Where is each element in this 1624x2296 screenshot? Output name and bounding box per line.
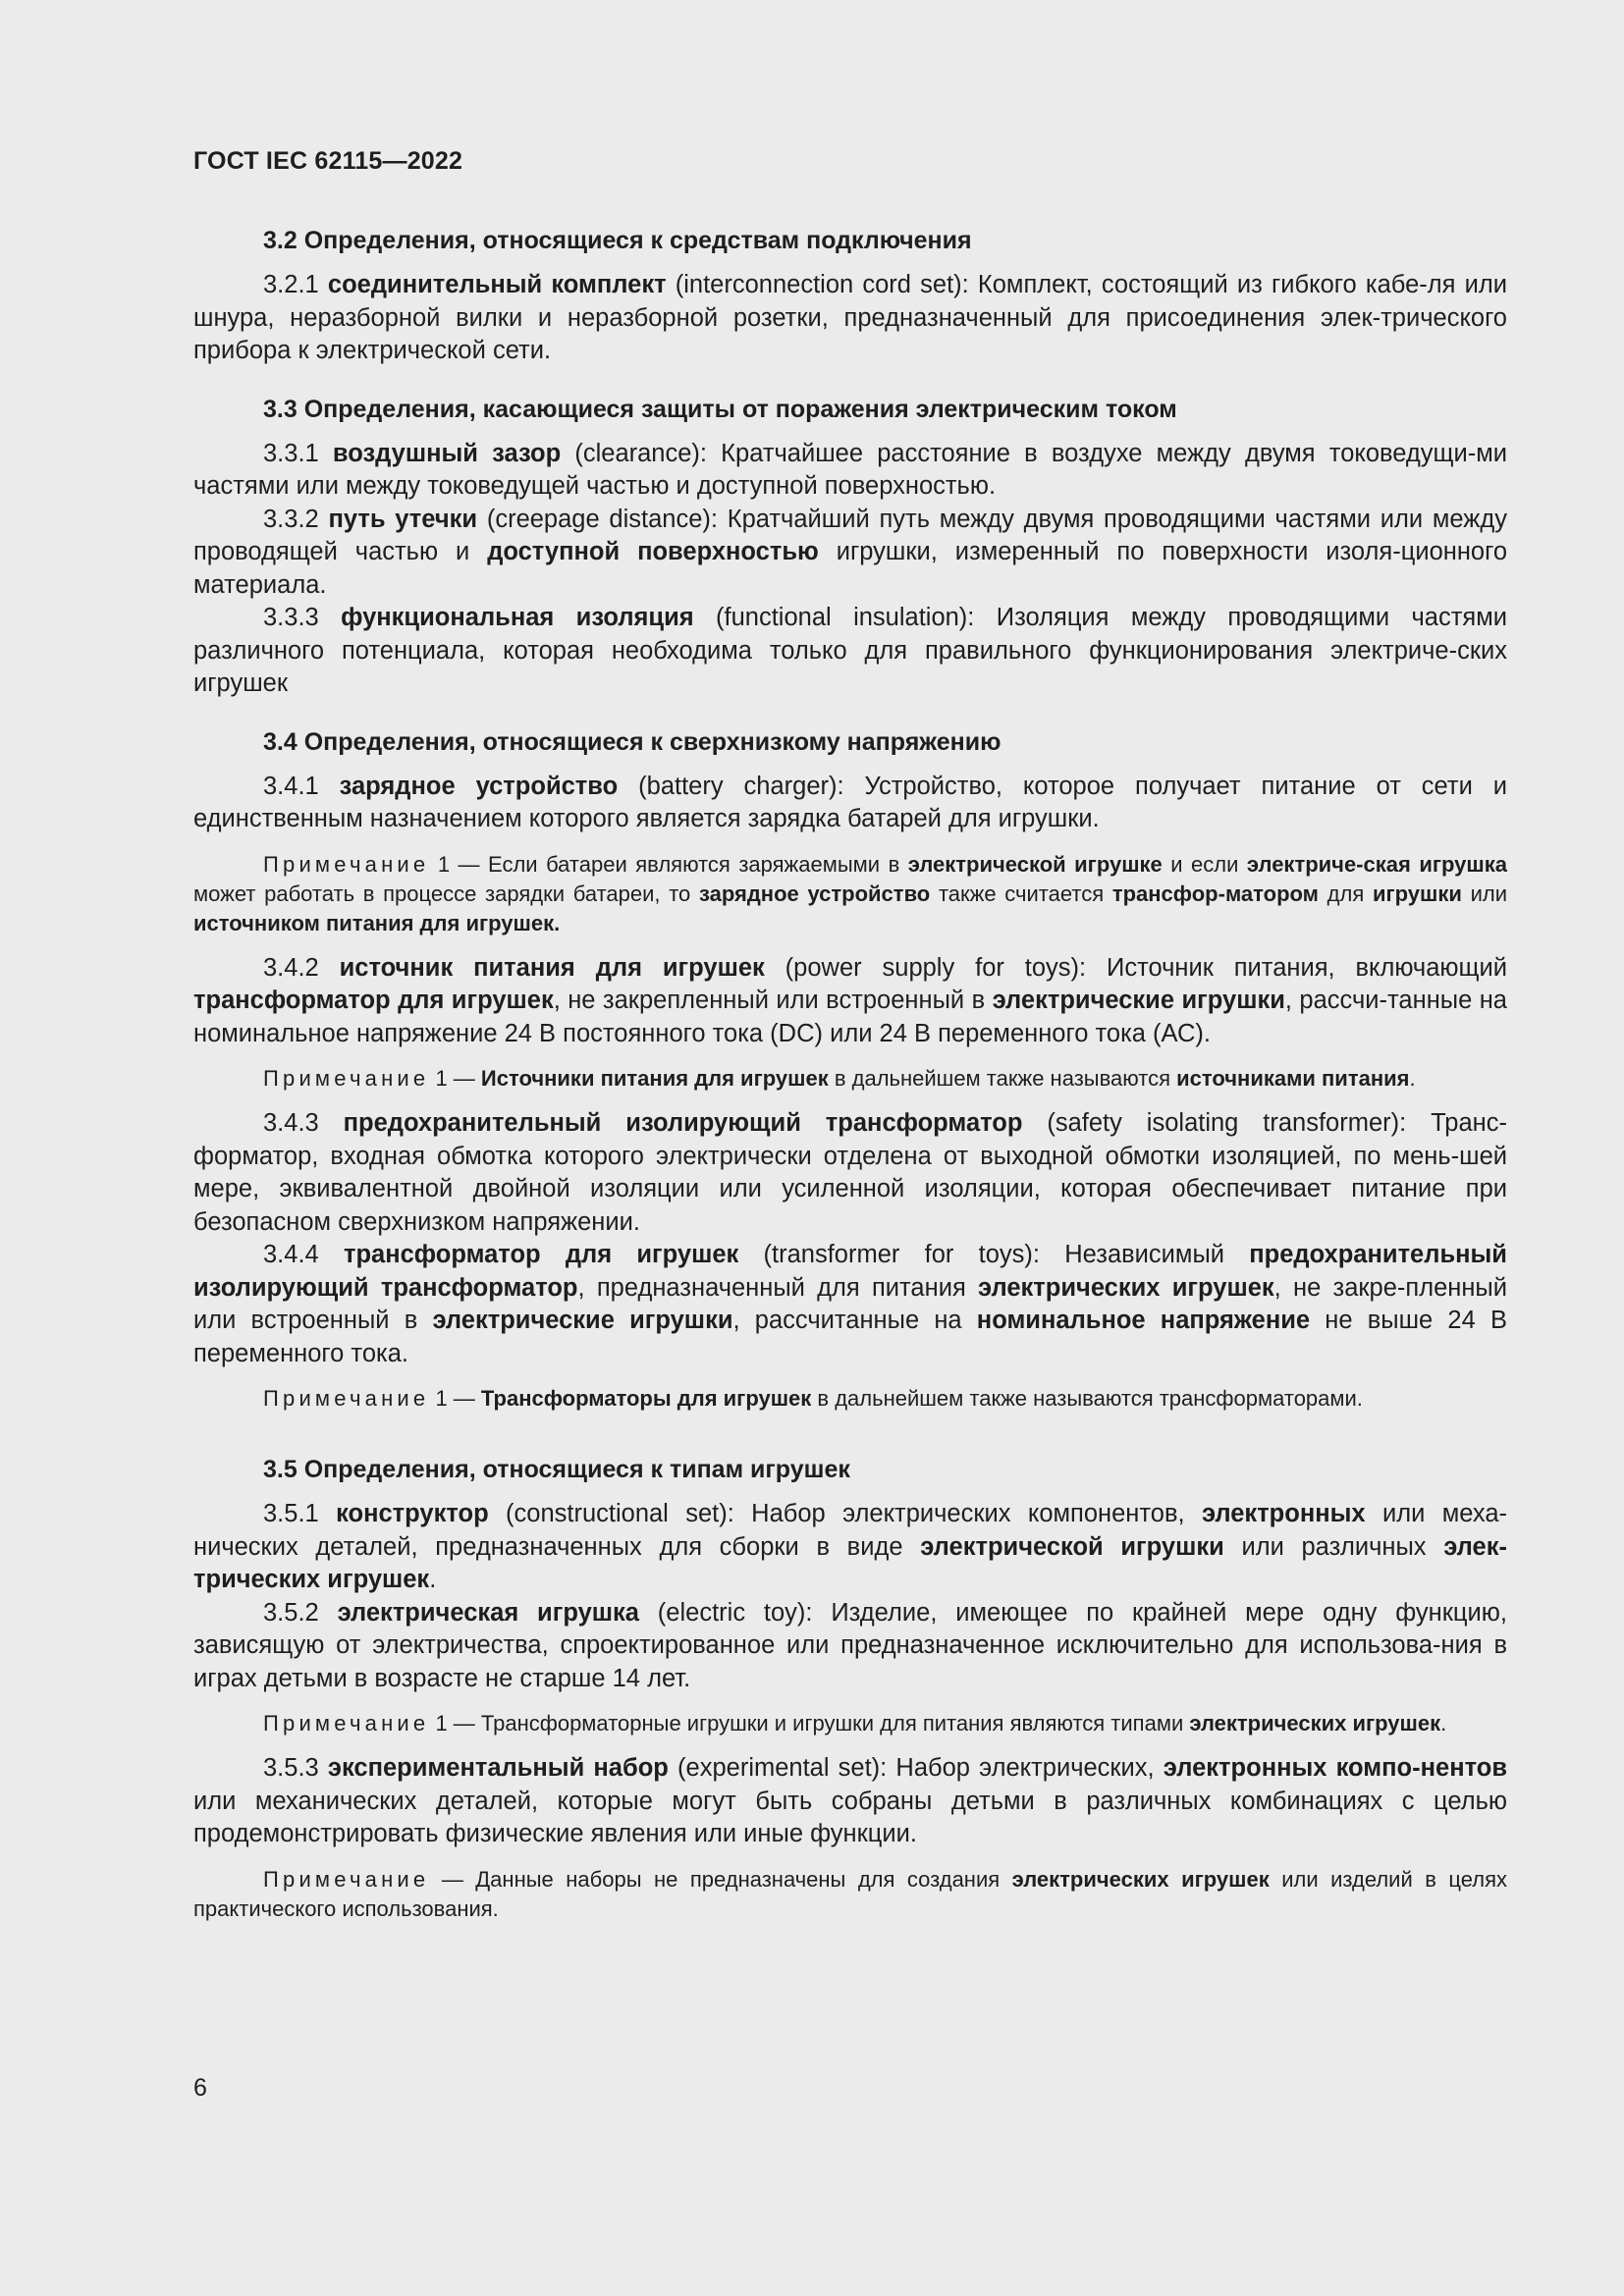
definition-number: 3.3.3 [263,604,342,631]
defined-term: предохранительный изолирующий трансформатор [343,1109,1023,1137]
definition-text: , не закрепленный или встроенный в [553,987,993,1014]
definition-text: , рассчи-танные на номинальное напряжение 24 В постоянного тока (DC) или 24 В переменного тока (АС). [193,987,1507,1047]
definition-text: (safety isolating transformer): Транс-форматор, входная обмотка которого электрически отделена от выходной обмотки изоляцией, по мень-шей мере, эквивалентной двойной изоляции или усиленной изоляции, которая обеспечивает питание при безопасном сверхнизком напряжении. [193,1109,1507,1236]
referenced-term: доступной поверхностью [487,538,819,565]
page-content [193,224,1507,1938]
definition-3-3-2 [193,504,1507,603]
definition-3-5-2 [193,1597,1507,1696]
defined-term: электрическая игрушка [337,1598,639,1627]
definition-3-5-1 [193,1498,1507,1597]
definition-text: (experimental set): Набор электрических, [668,1754,1164,1782]
defined-term: конструктор [336,1500,489,1527]
referenced-term: электронных компо-нентов [1163,1754,1507,1782]
note-text: . [1440,1711,1447,1735]
referenced-term: предохранительный изолирующий трансформатор [193,1241,1507,1302]
defined-term: зарядное устройство [339,772,619,800]
referenced-term: Источники питания для игрушек [480,1066,829,1091]
note-text: в дальнейшем также называются трансформаторами. [811,1386,1363,1411]
defined-term: функциональная изоляция [341,604,694,631]
definition-3-5-3 [193,1752,1507,1851]
definition-text: , не закре-пленный или встроенный в [193,1273,1507,1334]
referenced-term: электронных [1201,1500,1366,1527]
defined-term: путь утечки [328,505,478,533]
defined-term: воздушный зазор [332,439,562,467]
definition-text: (constructional set): Набор электрических компонентов, [488,1500,1202,1527]
note-text: для [1318,881,1373,906]
definition-text: не выше 24 В переменного тока. [193,1307,1507,1367]
note-text: или [1461,881,1508,906]
referenced-term: электрические игрушки [432,1307,733,1334]
note-3-4-4 [193,1384,1507,1414]
referenced-term: источником питания для игрушек. [193,910,561,935]
definition-text: игрушки, измеренный по поверхности изоля-ционного материала. [193,538,1508,599]
referenced-term: электрических игрушек [978,1273,1274,1302]
referenced-term: элек-трических игрушек [193,1532,1507,1593]
note-3-4-1 [193,850,1507,938]
referenced-term: электрических игрушек [1189,1711,1441,1735]
note-text: — Данные наборы не предназначены для создания [429,1866,1012,1892]
referenced-term: электрических игрушек [1011,1866,1270,1892]
definition-text: или меха-нических деталей, предназначенных для сборки в виде [193,1500,1507,1561]
definition-number: 3.4.2 [263,953,340,982]
referenced-term: электрической игрушки [920,1532,1224,1561]
definition-text: (creepage distance): Кратчайший путь между двумя проводящими частями или между проводящей частью и [193,505,1507,565]
note-text: 1 — Трансформаторные игрушки и игрушки для питания являются типами [429,1711,1190,1735]
definition-3-4-4 [193,1239,1507,1370]
defined-term: источник питания для игрушек [339,953,765,982]
definition-number: 3.2.1 [263,271,328,298]
note-3-5-2 [193,1709,1507,1738]
definition-3-3-3 [193,602,1507,701]
note-label: Примечание [263,1066,430,1091]
definition-text: . [429,1566,437,1593]
note-label: Примечание [263,1866,430,1892]
definition-number: 3.3.1 [263,439,333,467]
note-3-4-2 [193,1064,1507,1094]
referenced-term: электрические игрушки [992,987,1285,1014]
definition-number: 3.3.2 [263,505,329,533]
definition-text: (electric toy): Изделие, имеющее по крайней мере одну функцию, зависящую от электричества, спроектированное или предназначенное исключительно для использова-ния в играх детьми в возрасте не старше 14 лет. [193,1598,1507,1692]
definition-number: 3.5.2 [263,1598,338,1627]
note-label: Примечание [263,1711,430,1735]
definition-text: (functional insulation): Изоляция между проводящими частями различного потенциала, которая необходима только для правильного функционирования электриче-ских игрушек [193,604,1507,697]
section-title-3-2: 3.2 Определения, относящиеся к средствам подключения [263,227,972,254]
definition-text: (power supply for toys): Источник питания, включающий [764,953,1507,982]
referenced-term: трансфор-матором [1111,881,1319,906]
definition-number: 3.4.1 [263,772,340,800]
note-text: . [1409,1066,1416,1091]
document-header: ГОСТ IEC 62115—2022 [193,147,463,175]
referenced-term: электрической игрушке [907,851,1163,877]
defined-term: соединительный комплект [327,271,667,298]
section-title-3-5: 3.5 Определения, относящиеся к типам игрушек [263,1456,850,1483]
note-text: и если [1162,851,1247,877]
note-text: в дальнейшем также называются [828,1066,1177,1091]
defined-term: экспериментальный набор [327,1754,669,1782]
definition-3-3-1 [193,438,1507,504]
note-3-5-3 [193,1865,1507,1924]
referenced-term: источниками питания [1176,1066,1410,1091]
definition-text: (clearance): Кратчайшее расстояние в воздухе между двумя токоведущи-ми частями или между токоведущей частью и доступной поверхностью. [193,439,1508,500]
definition-number: 3.4.4 [263,1241,344,1268]
definition-number: 3.5.1 [263,1500,337,1527]
definition-3-2-1 [193,269,1507,368]
definition-text: (interconnection cord set): Комплект, состоящий из гибкого кабе-ля или шнура, неразборной вилки и неразборной розетки, предназначенный для присоединения элек-трического прибора к электрической сети. [193,271,1507,364]
definition-number: 3.5.3 [263,1754,328,1782]
definition-text: , рассчитанные на [732,1307,977,1334]
definition-3-4-1 [193,771,1507,836]
note-text: также считается [930,881,1112,906]
definition-3-4-2 [193,952,1507,1051]
note-text: или изделий в целях практического использования. [193,1866,1507,1921]
note-text: 1 — [429,1066,481,1091]
referenced-term: номинальное напряжение [976,1307,1311,1334]
note-text: 1 — Если батареи являются заряжаемыми в [429,851,908,877]
section-title-3-3: 3.3 Определения, касающиеся защиты от поражения электрическим током [263,395,1177,423]
note-text: может работать в процессе зарядки батареи, то [193,881,699,906]
definition-text: , предназначенный для питания [577,1273,979,1302]
definition-text: или механических деталей, которые могут быть собраны детьми в различных комбинациях с целью продемонстрировать физические явления или иные функции. [193,1787,1507,1847]
definition-text: (battery charger): Устройство, которое получает питание от сети и единственным назначением которого является зарядка батарей для игрушки. [193,772,1507,832]
referenced-term: электриче-ская игрушка [1246,851,1507,877]
referenced-term: игрушки [1372,881,1462,906]
note-label: Примечание [263,851,430,877]
definition-3-4-3 [193,1107,1507,1239]
definition-number: 3.4.3 [263,1109,344,1137]
defined-term: трансформатор для игрушек [343,1241,739,1268]
definition-text: или различных [1223,1532,1444,1561]
note-text: 1 — [429,1386,481,1411]
note-label: Примечание [263,1386,430,1411]
referenced-term: зарядное устройство [698,881,931,906]
definition-text: (transformer for toys): Независимый [738,1241,1250,1268]
page-number: 6 [193,2074,207,2102]
referenced-term: Трансформаторы для игрушек [480,1386,812,1411]
section-title-3-4: 3.4 Определения, относящиеся к сверхнизкому напряжению [263,727,1001,756]
referenced-term: трансформатор для игрушек [193,987,554,1014]
